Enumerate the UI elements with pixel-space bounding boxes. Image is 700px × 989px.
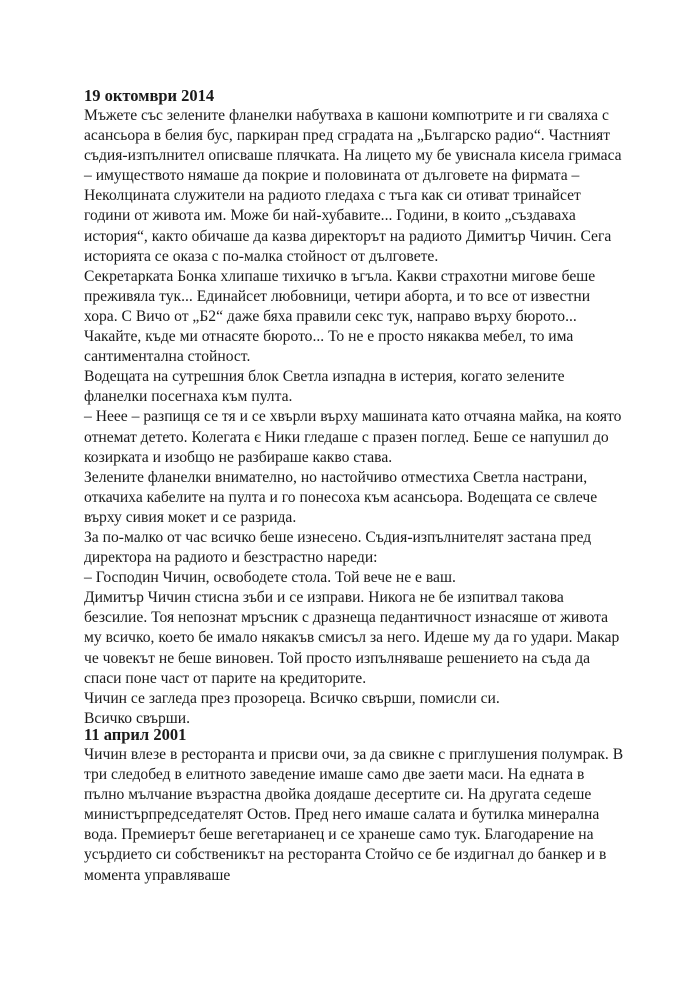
entry-date: 19 октомври 2014 [84, 86, 215, 105]
paragraph: Чичин се загледа през прозореца. Всичко свърши, помисли си. [84, 689, 500, 707]
paragraph: Чичин влезе в ресторанта и присви очи, за да свикне с приглушения полумрак. В три следобед в елитното заведение имаше само две заети маси. На едната в пълно мълчание възрастна двойка доядаше десертите си. На другата седеше министърпредседателят Остов. Пред него имаше салата и бутилка минерална вода. Премиерът беше вегетарианец и се хранеше само тук. Благодарение на усърдието си собственикът на ресторанта Стойчо се бе издигнал до банкер и в момента управляваше [84, 746, 624, 884]
entry-section [84, 86, 624, 729]
paragraph: Мъжете със зелените фланелки набутваха в кашони компютрите и ги сваляха с асансьора в белия бус, паркиран пред сградата на „Българско радио“. Частният съдия-изпълнител описваше плячката. На лицето му бе увиснала кисела гримаса – имуществото нямаше да покрие и половината от дълговете на фирмата – [84, 107, 622, 185]
paragraph: – Господин Чичин, освободете стола. Той вече не е ваш. [84, 569, 456, 587]
entry-date: 11 април 2001 [84, 725, 187, 744]
paragraph: Димитър Чичин стисна зъби и се изправи. Никога не бе изпитвал такова безсилие. Тоя непознат мръсник с дразнеща педантичност изнасяше от живота му всичко, което бе имало някакъв смисъл за него. Идеше му да го удари. Макар че човекът не беше виновен. Той просто изпълняваше решението на съда да спаси поне част от парите на кредиторите. [84, 589, 620, 687]
entry-section [84, 725, 624, 886]
paragraph: Всичко свърши. [84, 709, 190, 727]
paragraph: Зелените фланелки внимателно, но настойчиво отместиха Светла настрани, откачиха кабелите на пулта и го понесоха към асансьора. Водещата се свлече върху сивия мокет и се разрида. [84, 468, 598, 526]
paragraph: – Нeee – разпищя се тя и се хвърли върху машината като отчаяна майка, на която отнемат детето. Колегата є Ники гледаше с празен поглед. Беше се напушил до козирката и изобщо не разбираше какво става. [84, 408, 622, 466]
paragraph: Водещата на сутрешния блок Светла изпадна в истерия, когато зелените фланелки посегнаха към пулта. [84, 368, 565, 406]
paragraph: Секретарката Бонка хлипаше тихичко в ъгъла. Какви страхотни мигове беше преживяла тук... Единайсет любовници, четири аборта, и то все от известни хора. С Вичо от „Б2“ даже бяха правили секс тук, направо върху бюрото... Чакайте, къде ми отнасяте бюрото... То не е просто някаква мебел, то има сантиментална стойност. [84, 267, 596, 366]
paragraph: За по-малко от час всичко беше изнесено. Съдия-изпълнителят застана пред директора на радиото и безстрастно нареди: [84, 528, 592, 567]
paragraph: Неколцината служители на радиото гледаха с тъга как си отиват тринайсет години от живота им. Може би най-хубавите... Години, в които „създаваха история“, както обичаше да казва директорът на радиото Димитър Чичин. Сега историята се оказа с по-малка стойност от дълговете. [84, 187, 612, 265]
